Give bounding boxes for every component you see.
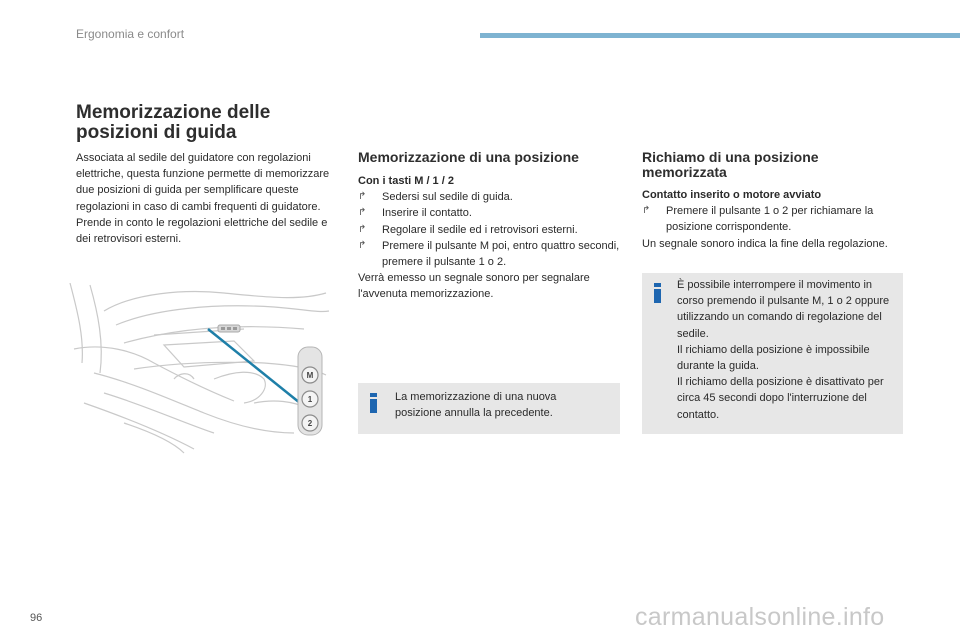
recall-position-title xyxy=(642,150,902,180)
recall-note: Il richiamo della posizione è disattivato per circa 45 secondi dopo l'interruzione del contatto. xyxy=(677,376,884,421)
recall-after-text: Un segnale sonoro indica la fine della regolazione. xyxy=(642,237,888,250)
section-label: Ergonomia e confort xyxy=(76,27,185,41)
header-accent-bar xyxy=(480,33,960,38)
pointer-line xyxy=(208,329,300,403)
store-position-title: Memorizzazione di una posizione xyxy=(358,149,579,165)
memory-button-1-label: 1 xyxy=(307,395,313,404)
memory-button-2-label: 2 xyxy=(307,419,313,428)
list-item: ↱ Inserire il contatto. xyxy=(358,205,623,221)
intro-text xyxy=(76,150,341,247)
page-title-line1: Memorizzazione delle xyxy=(76,102,271,123)
watermark: carmanualsonline.info xyxy=(635,603,885,631)
intro-paragraph: Associata al sedile del guidatore con regolazioni elettriche, questa funzione permette di memorizzare due posizioni di guida per semplificare queste regolazioni in caso di cambi frequenti di guidatore. xyxy=(76,152,330,213)
list-item: ↱ Premere il pulsante M poi, entro quattro secondi, premere il pulsante 1 o 2. xyxy=(358,238,623,270)
seat-memory-illustration xyxy=(64,283,334,468)
recall-note: Il richiamo della posizione è impossibile durante la guida. xyxy=(677,343,870,373)
recall-note: È possibile interrompere il movimento in corso premendo il pulsante M, 1 o 2 oppure utilizzando un comando di regolazione del sedile. xyxy=(677,279,890,340)
list-item: ↱ Premere il pulsante 1 o 2 per richiamare la posizione corrispondente. xyxy=(642,203,904,235)
memory-button-m-label: M xyxy=(306,371,314,380)
intro-paragraph: Prende in conto le regolazioni elettriche del sedile e dei retrovisori esterni. xyxy=(76,216,328,246)
store-steps xyxy=(358,189,623,270)
store-after-text: Verrà emesso un segnale sonoro per segnalare l'avvenuta memorizzazione. xyxy=(358,272,590,301)
store-subtitle: Con i tasti M / 1 / 2 xyxy=(358,175,454,187)
recall-steps xyxy=(642,203,904,235)
info-icon xyxy=(370,393,377,413)
page-number: 96 xyxy=(30,612,43,624)
recall-subtitle: Contatto inserito o motore avviato xyxy=(642,189,822,201)
recall-notes xyxy=(677,277,897,423)
recall-info-box xyxy=(642,273,903,434)
info-icon xyxy=(654,283,661,303)
store-info-box xyxy=(358,383,620,434)
list-item: ↱ Regolare il sedile ed i retrovisori esterni. xyxy=(358,222,623,238)
page-title-line2: posizioni di guida xyxy=(76,122,237,143)
store-note: La memorizzazione di una nuova posizione annulla la precedente. xyxy=(395,391,557,420)
list-item: ↱ Sedersi sul sedile di guida. xyxy=(358,189,623,205)
recall-title-line2: memorizzata xyxy=(642,164,727,180)
recall-title-line1: Richiamo di una posizione xyxy=(642,149,819,165)
recall-position-section xyxy=(642,187,904,252)
page-title xyxy=(76,103,346,143)
store-position-section xyxy=(358,173,623,303)
